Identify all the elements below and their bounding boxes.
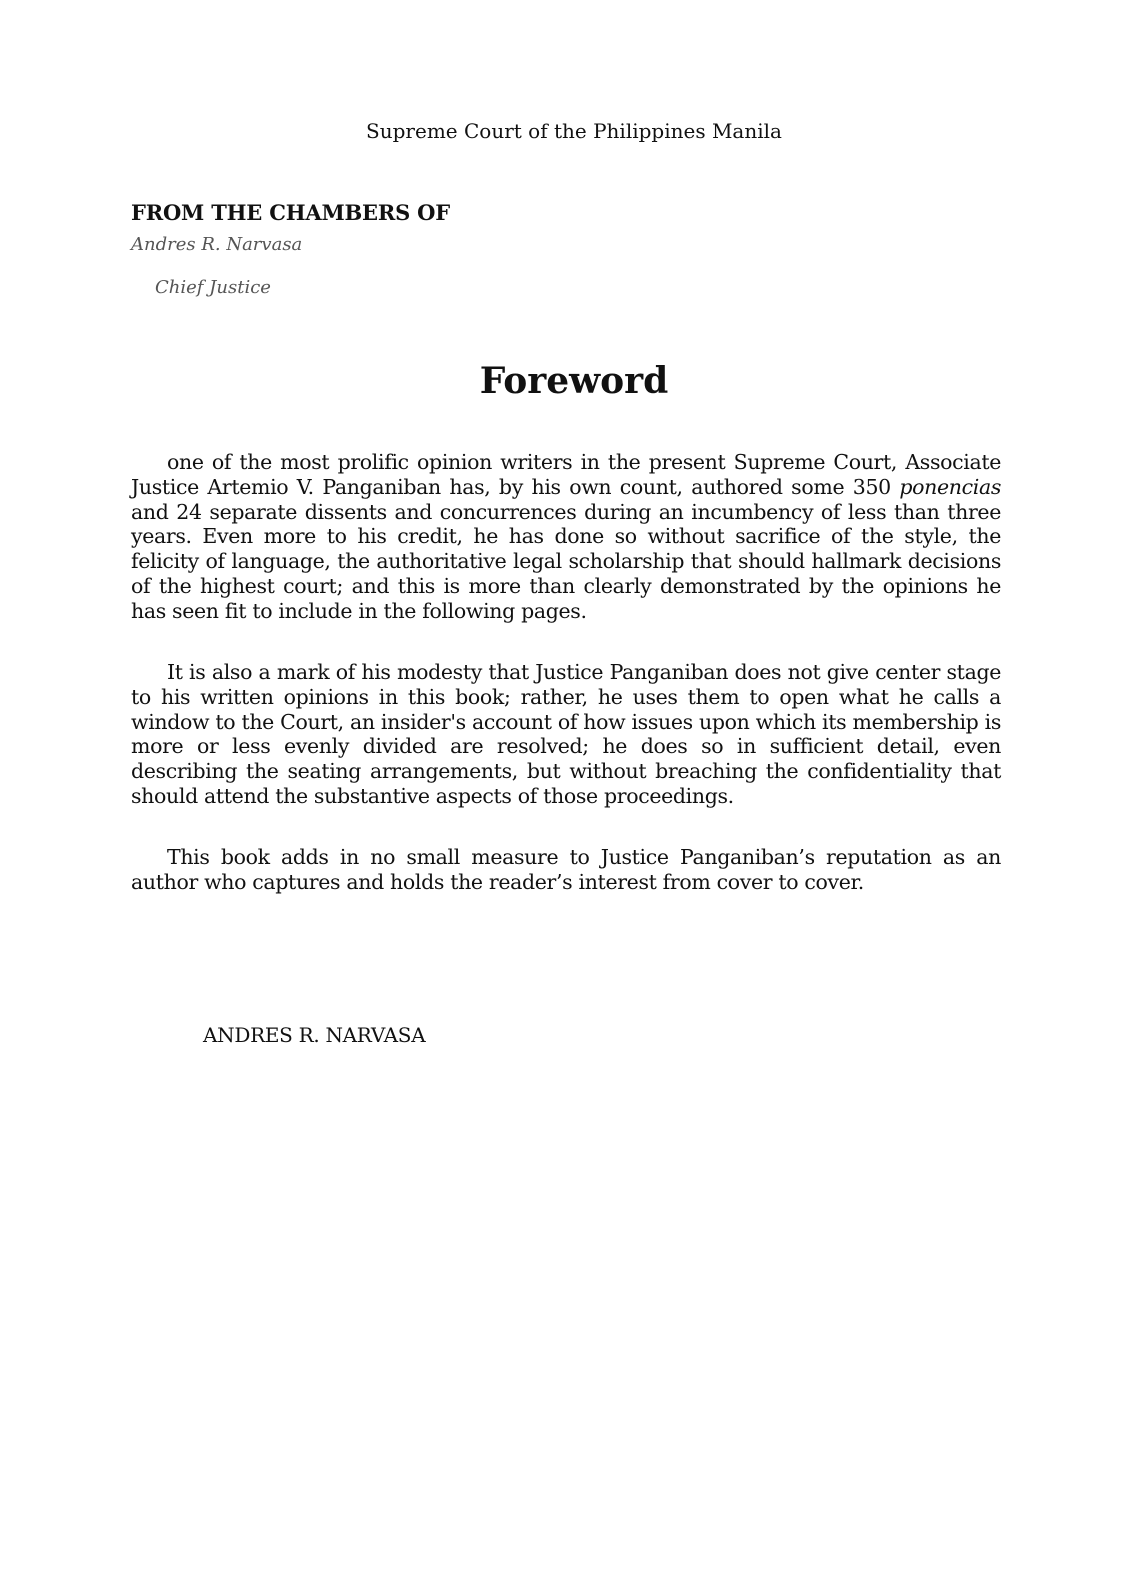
page-title: Foreword bbox=[479, 360, 669, 402]
signature-name: ANDRES R. NARVASA bbox=[203, 1023, 426, 1047]
court-location-line: Supreme Court of the Philippines Manila bbox=[366, 119, 782, 143]
justice-title: Chief Justice bbox=[155, 277, 271, 298]
paragraph-3-text: This book adds in no small measure to Justice Panganiban’s reputation as an author who captures and holds the reader’s interest from cover to cover. bbox=[131, 845, 1001, 894]
foreword-paragraph-2 bbox=[131, 660, 1001, 809]
paragraph-2-text: It is also a mark of his modesty that Justice Panganiban does not give center stage to his written opinions in this book; rather, he uses them to open what he calls a window to the Court, an insider's account of how issues upon which its membership is more or less evenly divided are resolved; he does so in sufficient detail, even describing the seating arrangements, but without breaching the confidentiality that should attend the substantive aspects of those proceedings. bbox=[131, 660, 1001, 808]
foreword-paragraph-3 bbox=[131, 845, 1001, 895]
justice-name: Andres R. Narvasa bbox=[131, 234, 303, 255]
paragraph-1-italic-term: ponencias bbox=[899, 474, 1001, 499]
paragraph-1-text-start: one of the most prolific opinion writers in the present Supreme Court, Associate Justice Artemio V. Panganiban has, by his own count, authored some 350 bbox=[131, 450, 1001, 499]
chambers-heading: FROM THE CHAMBERS OF bbox=[131, 200, 450, 225]
foreword-paragraph-1 bbox=[131, 450, 1001, 624]
paragraph-1-text-end: and 24 separate dissents and concurrences during an incumbency of less than three years. Even more to his credit, he has done so without sacrifice of the style, the felicity of language, the authoritative legal scholarship that should hallmark decisions of the highest court; and this is more than clearly demonstrated by the opinions he has seen fit to include in the following pages. bbox=[131, 499, 1001, 623]
